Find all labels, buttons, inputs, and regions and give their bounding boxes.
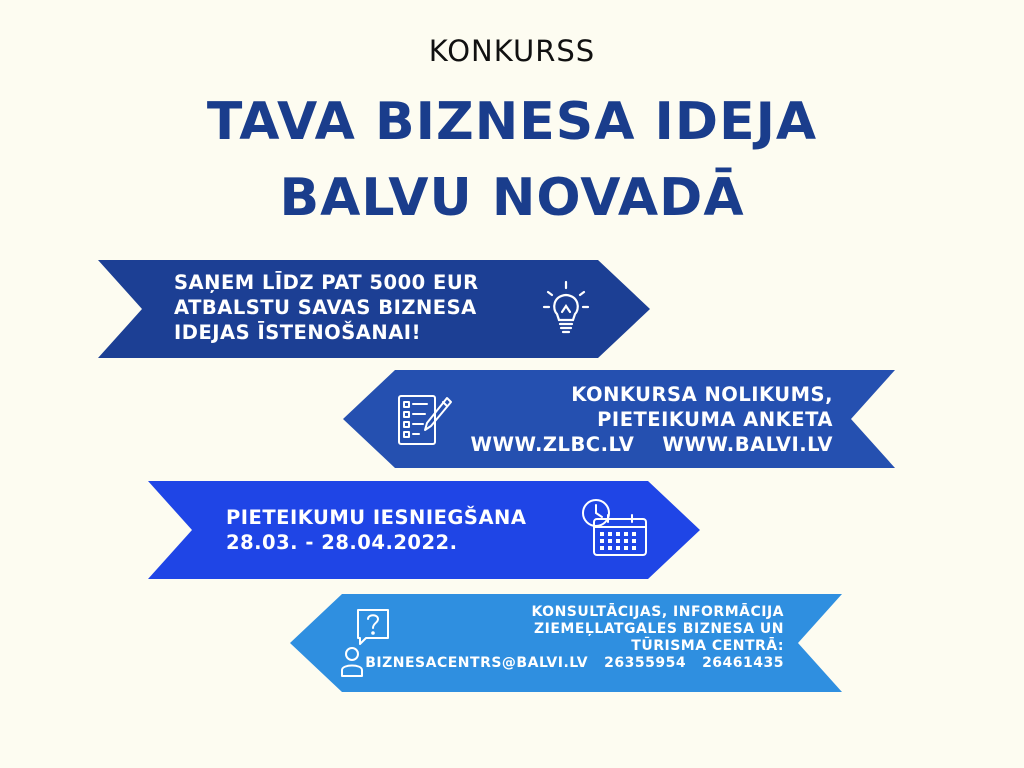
consultation-text	[365, 604, 784, 672]
clock-calendar-icon	[578, 497, 650, 559]
phone-number-1[interactable]: 26355954	[604, 655, 687, 671]
lightbulb-icon	[542, 280, 590, 338]
submission-banner	[148, 481, 700, 579]
website-links	[471, 432, 833, 457]
support-text	[174, 270, 479, 345]
submission-dates: 28.03. - 28.04.2022.	[226, 531, 458, 554]
document-pen-icon	[395, 392, 453, 448]
page-title-line-2: BALVU NOVADĀ	[279, 168, 745, 228]
question-person-icon	[340, 608, 392, 678]
submission-line-1: PIETEIKUMU IESNIEGŠANA	[226, 506, 527, 529]
konkurss-label: KONKURSS	[428, 34, 596, 68]
phone-number-2[interactable]: 26461435	[702, 655, 784, 671]
support-line-3: IDEJAS ĪSTENOŠANAI!	[174, 321, 421, 344]
documents-banner	[343, 370, 895, 468]
documents-line-2: PIETEIKUMA ANKETA	[597, 408, 833, 431]
submission-text	[226, 505, 526, 555]
documents-text	[471, 382, 833, 457]
page-title-line-1: TAVA BIZNESA IDEJA	[206, 92, 818, 152]
consultation-line-3: TŪRISMA CENTRĀ:	[631, 638, 784, 654]
email-link[interactable]: BIZNESACENTRS@BALVI.LV	[365, 655, 589, 671]
contact-details	[365, 655, 784, 672]
balvi-link[interactable]: WWW.BALVI.LV	[662, 433, 833, 456]
support-line-2: ATBALSTU SAVAS BIZNESA	[174, 296, 477, 319]
consultation-line-2: ZIEMEĻLATGALES BIZNESA UN	[533, 621, 784, 637]
consultation-line-1: KONSULTĀCIJAS, INFORMĀCIJA	[531, 604, 784, 620]
support-line-1: SAŅEM LĪDZ PAT 5000 EUR	[174, 271, 479, 294]
documents-line-1: KONKURSA NOLIKUMS,	[571, 383, 833, 406]
zlbc-link[interactable]: WWW.ZLBC.LV	[470, 433, 635, 456]
consultation-banner	[290, 594, 842, 692]
support-banner	[98, 260, 650, 358]
